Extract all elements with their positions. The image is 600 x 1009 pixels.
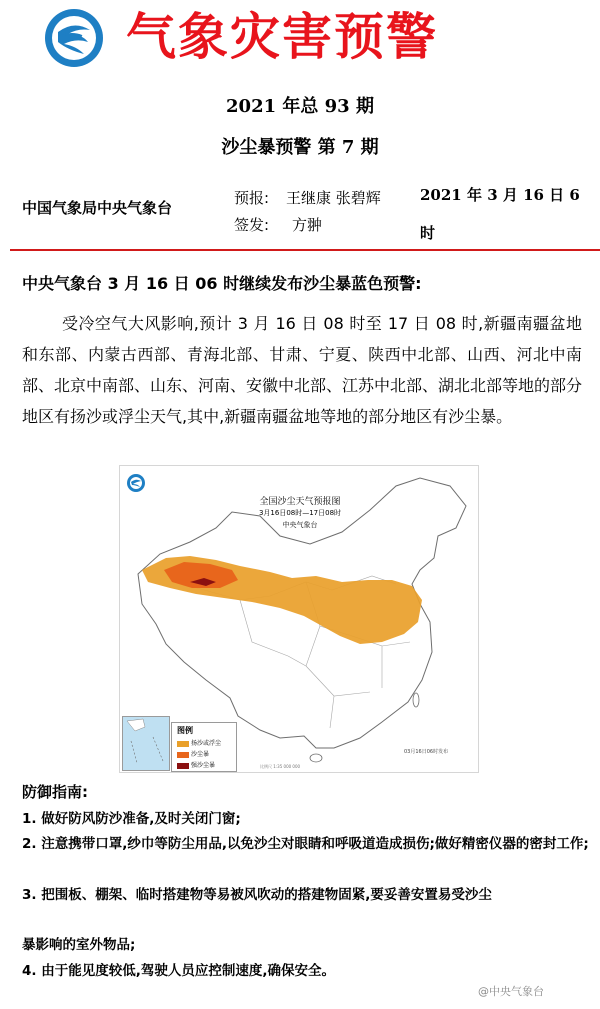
map-issue-time: 03月16日06时发布 [404, 749, 449, 755]
legend-item-severe-sandstorm: 强沙尘暴 [177, 761, 215, 771]
forecaster-label: 预报: [234, 189, 270, 207]
legend-swatch [177, 763, 189, 769]
signer-name: 方翀 [292, 216, 323, 234]
guide-item: 1. 做好防风防沙准备,及时关闭门窗; [22, 811, 241, 827]
legend-title: 图例 [177, 726, 193, 735]
cma-logo [38, 6, 110, 70]
map-legend [171, 722, 237, 772]
map-scale: 比例尺 1:35 000 000 [260, 764, 301, 769]
map-issuer: 中央气象台 [282, 521, 318, 529]
map-title: 全国沙尘天气预报图 [259, 497, 341, 507]
issue-number: 2021 年总 93 期 [226, 96, 374, 117]
masthead-title: 气象灾害预警 [126, 7, 438, 66]
guide-title: 防御指南: [22, 783, 88, 801]
bulletin-body: 受冷空气大风影响,预计 3 月 16 日 08 时至 17 日 08 时,新疆南疆盆地和东部、内蒙古西部、青海北部、甘肃、宁夏、陕西中北部、山西、河北中南部、北京中南部、山东、河南、安徽中北部、江苏中北部、湖北北部等地的部分地区有扬沙或浮尘天气,其中,新疆南疆盆地等地的部分地区有沙尘暴。 [22, 314, 583, 426]
weibo-watermark: @中央气象台 [478, 985, 544, 998]
guide-item: 4. 由于能见度较低,驾驶人员应控制速度,确保安全。 [22, 963, 335, 979]
legend-swatch [177, 752, 189, 758]
guide-item: 暴影响的室外物品; [22, 937, 136, 953]
signer-label: 签发: [234, 216, 270, 234]
bulletin-headline: 中央气象台 3 月 16 日 06 时继续发布沙尘暴蓝色预警: [22, 274, 422, 293]
issuing-agency: 中国气象局中央气象台 [22, 199, 173, 217]
legend-swatch [177, 741, 189, 747]
legend-item-dust: 扬沙或浮尘 [177, 739, 221, 749]
map-period: 3月16日08时—17日08时 [258, 509, 342, 517]
forecaster-names: 王继康 张碧辉 [286, 189, 381, 207]
warning-issue: 沙尘暴预警 第 7 期 [221, 137, 379, 158]
dust-forecast-map [119, 465, 479, 773]
legend-item-sandstorm: 沙尘暴 [177, 750, 209, 760]
header-divider [10, 249, 600, 251]
map-logo-icon [126, 473, 146, 493]
guide-item: 3. 把围板、棚架、临时搭建物等易被风吹动的搭建物固紧,要妥善安置易受沙尘 [22, 887, 492, 903]
issue-date: 2021 年 3 月 16 日 6 时 [420, 186, 580, 242]
guide-item: 2. 注意携带口罩,纱巾等防尘用品,以免沙尘对眼睛和呼吸道造成损伤;做好精密仪器的密封工作; [22, 836, 589, 852]
south-china-sea-inset [122, 716, 170, 771]
